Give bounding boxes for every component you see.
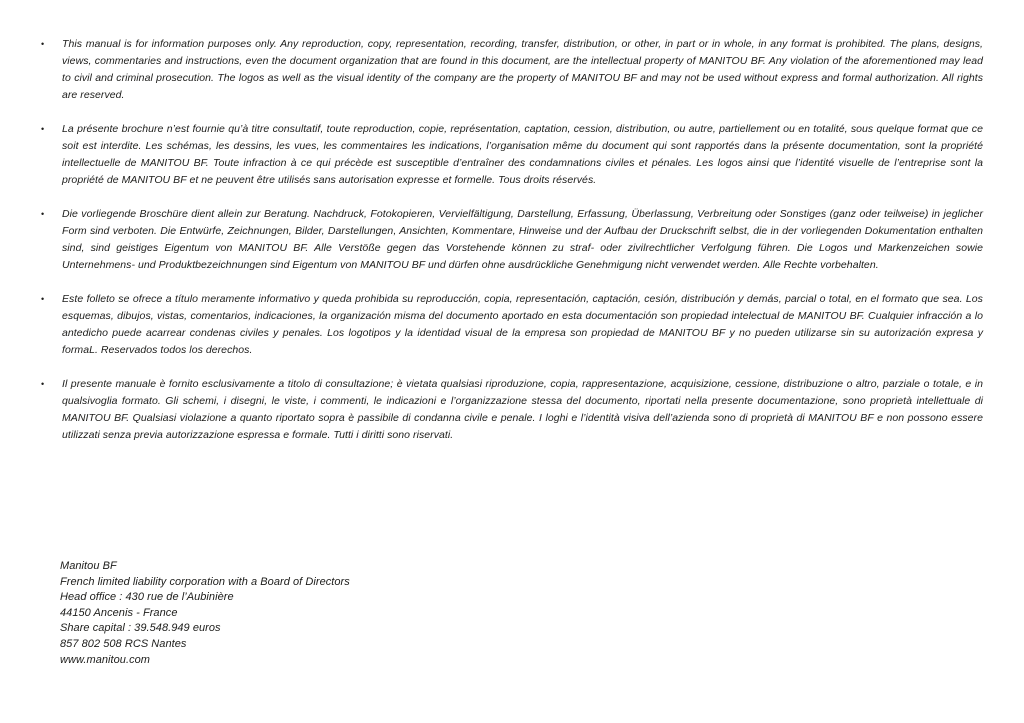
company-info-block xyxy=(60,559,350,668)
company-registration: 857 802 508 RCS Nantes xyxy=(60,637,187,650)
company-head-office: Head office : 430 rue de l’Aubinière xyxy=(60,591,234,604)
legal-notice-text-en: This manual is for information purposes only. Any reproduction, copy, representation, recording, transfer, distribution, or other, in part or in whole, in any format is prohibited. The plans, designs, views, commentaries and instructions, even the document organization that are found in this document, are the intellectual property of MANITOU BF. Any violation of the aforementioned may lead to civil and criminal prosecution. The logos as well as the visual identity of the company are the property of MANITOU BF and may not be used without express and formal authorization. All rights are reserved. xyxy=(62,38,983,101)
legal-notice-it xyxy=(41,376,983,444)
legal-notices-list xyxy=(41,36,983,461)
legal-notice-fr xyxy=(41,121,983,189)
website-url: www.manitou.com xyxy=(60,653,151,666)
legal-notice-text-it: Il presente manuale è fornito esclusivamente a titolo di consultazione; è vietata qualsiasi riproduzione, copia, rappresentazione, acquisizione, cessione, distribuzione o altro, parziale o totale, e in qualsivoglia formato. Gli schemi, i disegni, le viste, i commenti, le indicazioni e l’organizzazione stessa del documento, riportati nella presente documentazione, sono proprietà intellettuale di MANITOU BF. Qualsiasi violazione a quanto riportato sopra è passibile di condanna civile e penale. I loghi e l’identità visiva dell’azienda sono di proprietà di MANITOU BF e non possono essere utilizzati senza previa autorizzazione espressa e formale. Tutti i diritti sono riservati. xyxy=(62,378,983,441)
company-name: Manitou BF xyxy=(60,560,117,572)
legal-notice-es xyxy=(41,291,983,359)
legal-notice-text-fr: La présente brochure n’est fournie qu’à titre consultatif, toute reproduction, copie, représentation, captation, cession, distribution, ou autre, partiellement ou en totalité, sous quelque format que ce soit est interdite. Les schémas, les dessins, les vues, les commentaires les indications, l’organisation même du document qui sont rapportés dans la présente documentation, sont la propriété intellectuelle de MANITOU BF. Toute infraction à ce qui précède est susceptible d’entraîner des condamnations civiles et pénales. Les logos ainsi que l’identité visuelle de l’entreprise sont la propriété de MANITOU BF et ne peuvent être utilisés sans autorisation expresse et formelle. Tous droits réservés. xyxy=(62,123,983,186)
legal-notice-text-de: Die vorliegende Broschüre dient allein zur Beratung. Nachdruck, Fotokopieren, Vervielfältigung, Darstellung, Erfassung, Überlassung, Verbreitung oder Sonstiges (ganz oder teilweise) in jeglicher Form sind verboten. Die Entwürfe, Zeichnungen, Bilder, Darstellungen, Ansichten, Kommentare, Hinweise und der Aufbau der Druckschrift selbst, die in der vorliegenden Dokumentation enthalten sind, sind geistiges Eigentum von MANITOU BF. Alle Verstöße gegen das Vorstehende können zu straf- oder zivilrechtlicher Verfolgung führen. Die Logos und Markenzeichen sowie Unternehmens- und Produktbezeichnungen sind Eigentum von MANITOU BF und dürfen ohne ausdrückliche Genehmigung nicht verwendet werden. Alle Rechte vorbehalten. xyxy=(62,208,983,271)
bullet-icon: • xyxy=(41,379,45,389)
company-city-country: 44150 Ancenis - France xyxy=(60,606,178,619)
company-share-capital: Share capital : 39.548.949 euros xyxy=(60,622,221,635)
legal-notice-en xyxy=(41,36,983,104)
bullet-icon: • xyxy=(41,124,45,134)
legal-notice-de xyxy=(41,206,983,274)
company-legal-form: French limited liability corporation with a Board of Directors xyxy=(60,575,350,588)
legal-notice-text-es: Este folleto se ofrece a título meramente informativo y queda prohibida su reproducción, copia, representación, captación, cesión, distribución y demás, parcial o total, en el formato que sea. Los esquemas, dibujos, vistas, comentarios, indicaciones, la organización misma del documento aportado en esta documentación son propiedad intelectual de MANITOU BF. Cualquier infracción a lo antedicho puede acarrear condenas civiles y penales. Los logotipos y la identidad visual de la empresa son propiedad de MANITOU BF y no pueden utilizarse sin su autorización expresa y formaL. Reservados todos los derechos. xyxy=(62,293,983,356)
bullet-icon: • xyxy=(41,39,45,49)
bullet-icon: • xyxy=(41,209,45,219)
bullet-icon: • xyxy=(41,294,45,304)
